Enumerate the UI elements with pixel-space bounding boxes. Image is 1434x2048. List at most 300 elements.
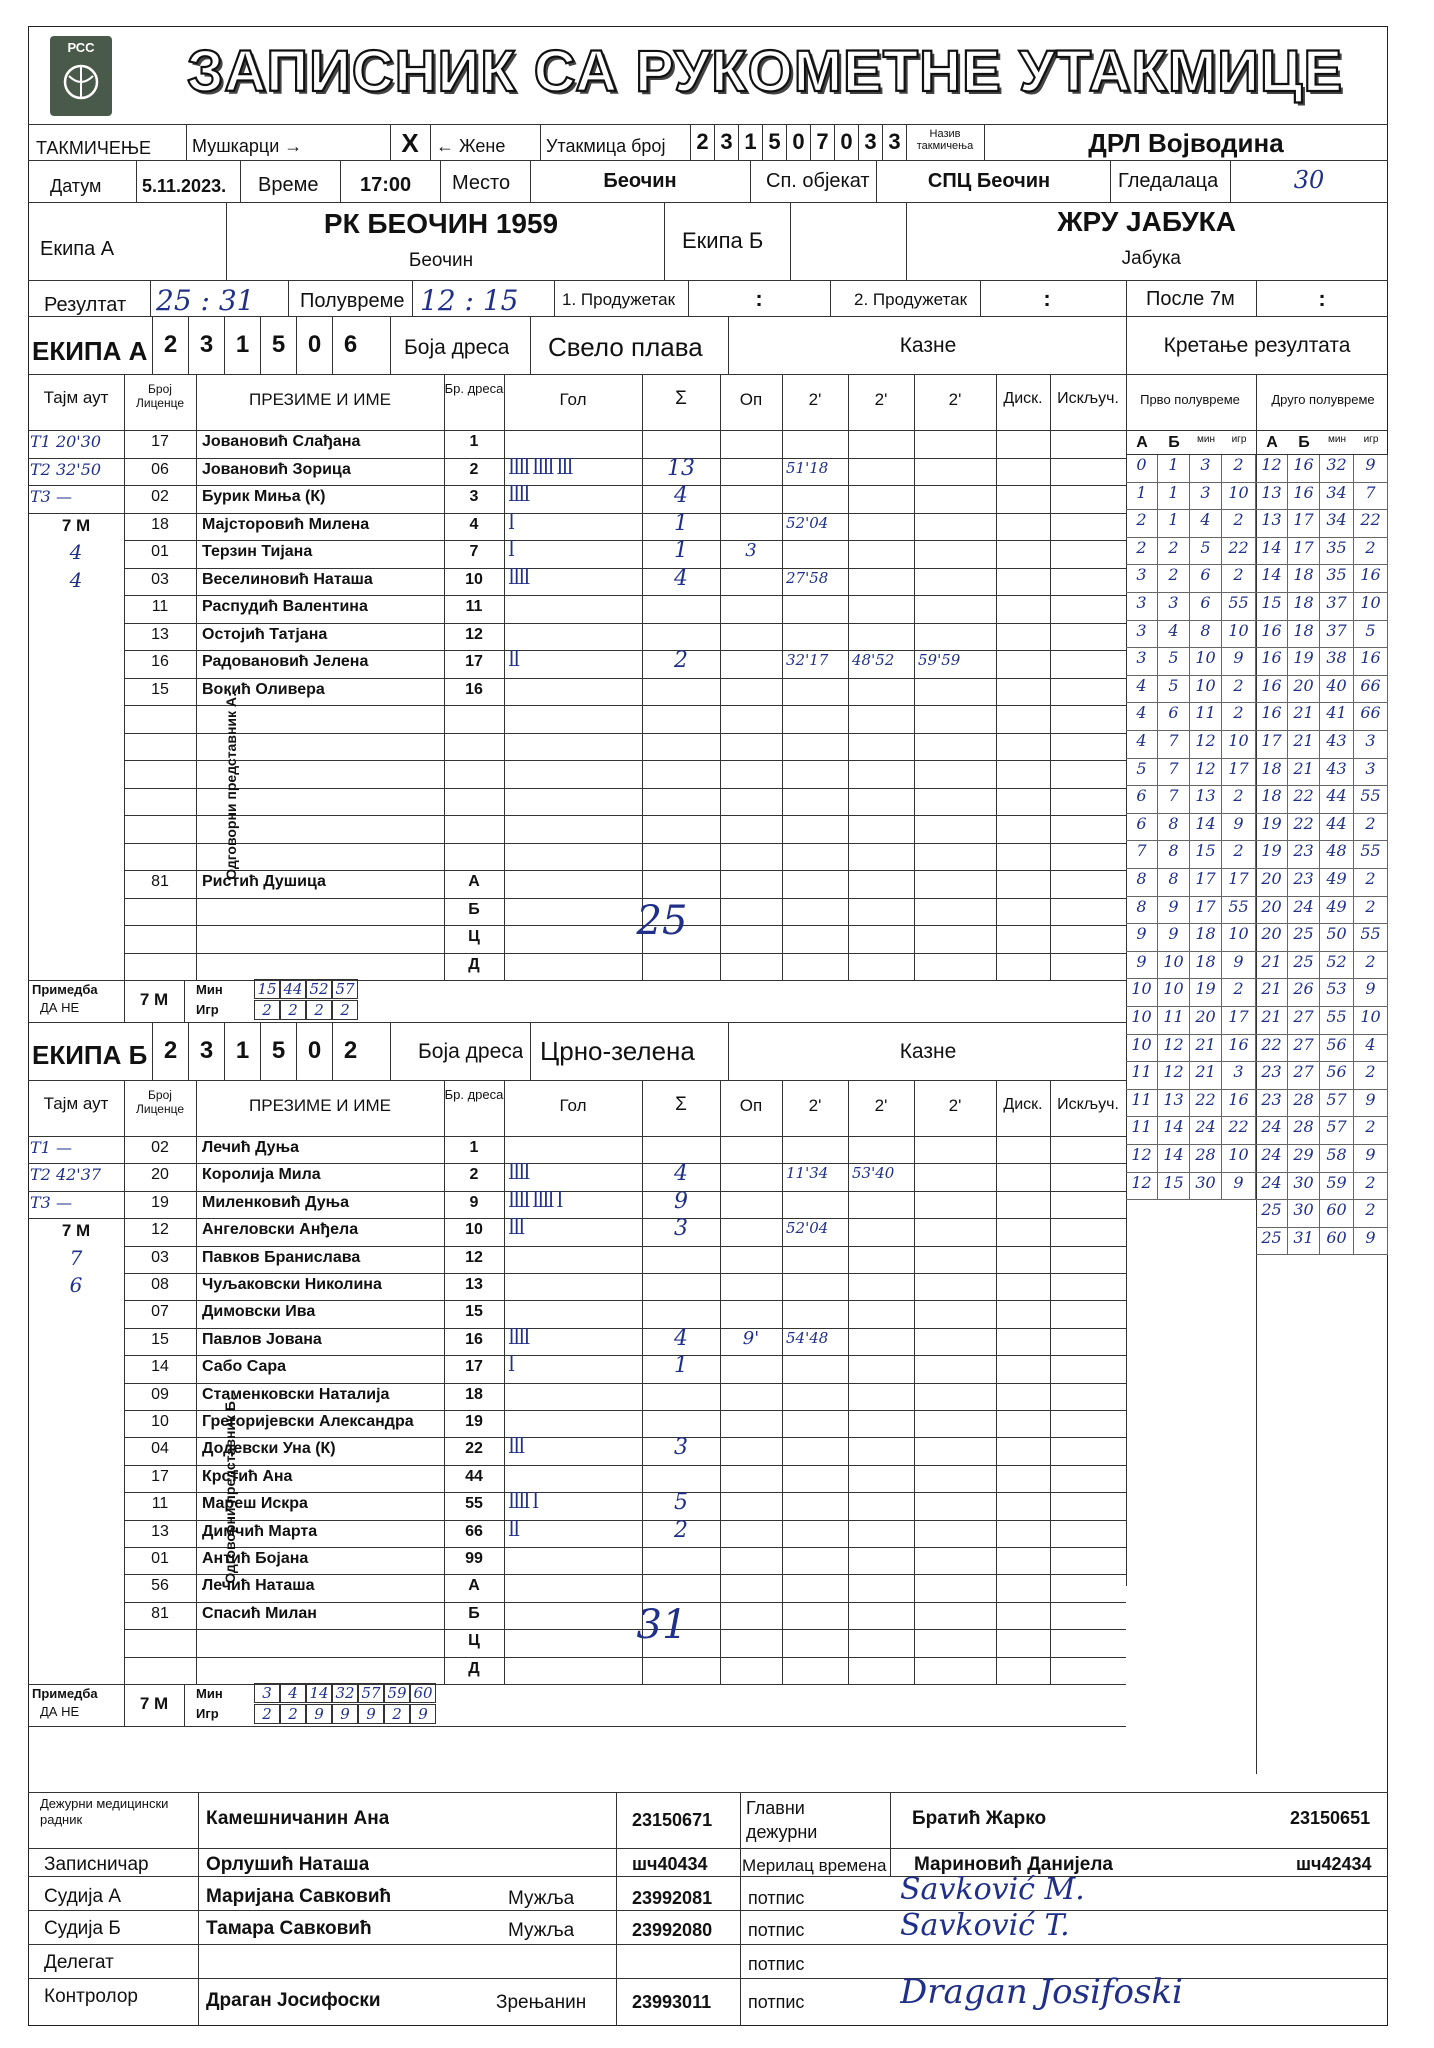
progress-cell: 10 (1354, 1007, 1388, 1035)
penalty-time: 53'40 (852, 1164, 895, 1183)
progress-cell: 52 (1320, 952, 1354, 980)
team-b-city: Јабука (1121, 248, 1181, 269)
goal-tally: ꟾꟾꟾꟾ (508, 1327, 529, 1349)
goal-tally: ꟾ (508, 540, 514, 561)
controller-license: 23993011 (632, 1992, 712, 2012)
controller-signature: Dragan Josifoski (900, 1972, 1183, 2012)
chief-name: Братић Жарко (912, 1808, 1047, 1829)
progress-cell: 13 (1158, 1090, 1190, 1118)
player-name: Додевски Уна (К) (202, 1440, 336, 1458)
progress-cell: 9 (1222, 814, 1256, 842)
team-code-digit: 5 (260, 316, 296, 374)
half-value: 12 : 15 (420, 284, 519, 317)
medic-label: Дежурни медицински радник (40, 1796, 169, 1827)
progress-cell: 12 (1126, 1145, 1158, 1173)
sevenm-player: 2 (254, 1000, 280, 1020)
match-digit: 0 (786, 124, 810, 160)
h-rule (124, 1300, 1126, 1301)
team-a-jersey: Свело плава (548, 332, 703, 362)
sevenm-player: 9 (306, 1704, 332, 1724)
progress-cell: 9 (1222, 952, 1256, 980)
progress-cell: 29 (1288, 1145, 1320, 1173)
progress-cell: 5 (1354, 621, 1388, 649)
progress-cell: 37 (1320, 621, 1354, 649)
progress-cell: 4 (1354, 1035, 1388, 1063)
team-code-digit: 2 (152, 316, 188, 374)
timeout-header: Тајм аут (43, 1094, 109, 1113)
controller-sign-label: потпис (748, 1992, 805, 2012)
progress-cell: 48 (1320, 841, 1354, 869)
progress-cell: 21 (1190, 1062, 1222, 1090)
progress-cell: 10 (1126, 979, 1158, 1007)
competition-mark: X (401, 128, 419, 158)
progress-cell: 3 (1190, 483, 1222, 511)
progress-cell: 15 (1256, 593, 1288, 621)
player-license: 02 (151, 488, 169, 505)
official-name: Лечић Наташа (202, 1577, 315, 1595)
team-code-digit: 6 (332, 316, 368, 374)
date-label: Датум (50, 176, 102, 196)
progress-cell: 17 (1190, 869, 1222, 897)
progress-cell: 21 (1288, 759, 1320, 787)
note-sevenm-label: 7 М (139, 990, 169, 1009)
two-min-header: 2' (874, 1096, 888, 1115)
progress-cell: 8 (1158, 814, 1190, 842)
medic-license: 23150671 (632, 1810, 713, 1830)
goal-sum: 4 (674, 1325, 688, 1351)
progress-cell: 16 (1256, 648, 1288, 676)
goal-tally: ꟾꟾ (508, 1519, 519, 1541)
igr-label: Игр (196, 1002, 219, 1017)
match-digit: 3 (858, 124, 882, 160)
goal-sum: 9 (674, 1188, 688, 1214)
timeout-entry: Т2 42'37 (30, 1165, 102, 1185)
warning: 9' (742, 1327, 760, 1349)
team-a-jersey-label: Боја дреса (404, 336, 510, 359)
h-rule (124, 760, 1126, 761)
progress-cell: 23 (1288, 841, 1320, 869)
progress-cell: 37 (1320, 593, 1354, 621)
sevenm-mark: 4 (69, 567, 83, 592)
progress-cell: 2 (1158, 565, 1190, 593)
progress-cell: 9 (1354, 455, 1388, 483)
team-total: 25 (636, 897, 688, 944)
controller-city: Зрењанин (496, 1992, 587, 2013)
progress-cell: 2 (1354, 869, 1388, 897)
progress-col-header: мин (1197, 434, 1215, 445)
progress-cell: 22 (1288, 814, 1320, 842)
progress-col-header: Б (1168, 434, 1180, 451)
goal-sum: 4 (674, 565, 688, 591)
progress-cell: 4 (1126, 676, 1158, 704)
progress-cell: 53 (1320, 979, 1354, 1007)
goal-sum: 1 (674, 1353, 688, 1379)
player-jersey-no: 44 (465, 1467, 483, 1485)
progress-cell: 4 (1158, 621, 1190, 649)
progress-cell: 16 (1222, 1090, 1256, 1118)
h-rule (28, 1080, 1126, 1081)
progress-cell: 16 (1256, 676, 1288, 704)
progress-cell: 21 (1190, 1035, 1222, 1063)
chief-label: Главни дежурни (746, 1798, 818, 1842)
progress-cell: 9 (1354, 1090, 1388, 1118)
progress-cell: 11 (1126, 1062, 1158, 1090)
chief-license: 23150651 (1290, 1808, 1371, 1828)
progress-cell: 23 (1256, 1062, 1288, 1090)
player-license: 02 (151, 1139, 169, 1156)
progress-cell: 17 (1288, 538, 1320, 566)
progress-cell: 10 (1190, 648, 1222, 676)
progress-cell: 18 (1288, 565, 1320, 593)
h-rule (124, 1465, 1126, 1466)
progress-cell: 7 (1126, 841, 1158, 869)
progress-cell: 1 (1158, 510, 1190, 538)
progress-cell: 20 (1256, 924, 1288, 952)
progress-cell: 2 (1222, 455, 1256, 483)
match-digit: 7 (810, 124, 834, 160)
progress-cell: 6 (1126, 786, 1158, 814)
progress-cell: 12 (1190, 759, 1222, 787)
player-name: Остојић Татјана (202, 625, 328, 643)
name-header: ПРЕЗИМЕ И ИМЕ (249, 1096, 391, 1115)
progress-cell: 5 (1190, 538, 1222, 566)
progress-cell: 24 (1256, 1145, 1288, 1173)
team-b-penalties-label: Казне (899, 1040, 957, 1063)
progress-cell: 9 (1126, 952, 1158, 980)
delegate-label: Делегат (44, 1952, 114, 1973)
time-label: Време (258, 174, 319, 196)
min-label: Мин (196, 982, 223, 997)
ref-b-name: Тамара Савковић (206, 1918, 372, 1939)
progress-cell: 8 (1126, 869, 1158, 897)
progress-cell: 16 (1256, 703, 1288, 731)
venue-label: Сп. објекат (766, 170, 870, 192)
spectators-label: Гледалаца (1118, 170, 1219, 192)
two-min-header: 2' (808, 1096, 822, 1115)
player-name: Радовановић Јелена (202, 653, 369, 670)
progress-col-header: А (1136, 434, 1148, 451)
h-rule (28, 1218, 124, 1219)
progress-cell: 23 (1256, 1090, 1288, 1118)
ref-a-signature: Savković M. (900, 1872, 1085, 1907)
sevenm-minute: 57 (358, 1683, 384, 1703)
place-label: Место (452, 172, 511, 194)
player-license: 17 (151, 1467, 169, 1485)
progress-cell: 2 (1354, 1200, 1388, 1228)
match-digit: 2 (690, 124, 714, 160)
progress-cell: 6 (1190, 593, 1222, 621)
player-name: Ангеловски Анђела (202, 1221, 359, 1239)
progress-cell: 16 (1354, 648, 1388, 676)
goal-sum: 13 (667, 455, 695, 481)
progress-cell: 22 (1222, 538, 1256, 566)
ot1-value: : (755, 286, 763, 311)
progress-cell: 1 (1158, 455, 1190, 483)
progress-col-header: игр (1231, 434, 1247, 445)
progress-cell: 21 (1288, 703, 1320, 731)
progress-cell: 0 (1126, 455, 1158, 483)
women-label: ← Жене (436, 136, 506, 156)
progress-cell: 18 (1256, 786, 1288, 814)
team-a-code (152, 316, 382, 374)
disq-header: Диск. (1003, 390, 1043, 407)
goal-sum: 3 (674, 1435, 688, 1461)
progress-cell: 9 (1158, 924, 1190, 952)
progress-cell: 5 (1158, 676, 1190, 704)
h-rule (124, 1657, 1126, 1658)
progress-cell: 23 (1288, 869, 1320, 897)
match-number (690, 124, 906, 160)
goal-tally: ꟾꟾ (508, 650, 519, 671)
progress-cell: 55 (1222, 897, 1256, 925)
progress-cell: 19 (1190, 979, 1222, 1007)
team-code-digit: 3 (188, 1022, 224, 1080)
progress-cell: 41 (1320, 703, 1354, 731)
progress-cell: 13 (1256, 483, 1288, 511)
ot1-label: 1. Продужетак (562, 290, 676, 309)
progress-cell: 32 (1320, 455, 1354, 483)
h-rule (124, 815, 1126, 816)
progress-cell: 2 (1354, 952, 1388, 980)
progress-cell: 16 (1354, 565, 1388, 593)
h-rule (124, 705, 1126, 706)
v-rule (184, 1684, 185, 1726)
progress-cell: 34 (1320, 510, 1354, 538)
team-a-city: Беочин (408, 250, 474, 271)
sevenm-player: 2 (306, 1000, 332, 1020)
progress-cell: 10 (1354, 593, 1388, 621)
official-letter: Д (468, 1659, 480, 1677)
h-rule (28, 1684, 1126, 1685)
yes-no: ДА НЕ (40, 1000, 80, 1015)
progress-cell: 55 (1354, 786, 1388, 814)
sevenm-minute: 52 (306, 979, 332, 999)
progress-cell: 3 (1126, 648, 1158, 676)
progress-cell: 7 (1354, 483, 1388, 511)
note-label: Примедба (32, 1686, 98, 1701)
official-license: 81 (151, 1604, 169, 1622)
goal-sum: 4 (674, 1161, 688, 1187)
player-license: 19 (151, 1193, 169, 1211)
penalty-time: 52'04 (786, 1219, 829, 1238)
progress-cell: 4 (1126, 703, 1158, 731)
penalty-time: 32'17 (786, 651, 829, 669)
player-license: 15 (151, 1330, 169, 1348)
player-jersey-no: 1 (469, 433, 479, 450)
sevenm-minute: 44 (280, 979, 306, 999)
progress-col-header: игр (1363, 434, 1379, 445)
igr-label: Игр (196, 1706, 219, 1721)
player-license: 03 (151, 1248, 169, 1266)
h-rule (124, 843, 1126, 844)
penalty-time: 51'18 (786, 458, 829, 477)
progress-cell: 19 (1288, 648, 1320, 676)
progress-cell: 9 (1354, 1145, 1388, 1173)
result-label: Резултат (44, 294, 127, 316)
progress-cell: 59 (1320, 1173, 1354, 1201)
sevenm-player: 9 (410, 1704, 436, 1724)
goal-tally: ꟾꟾꟾꟾ ꟾꟾꟾꟾ ꟾ (508, 1190, 562, 1212)
license-header: Број Лиценце (135, 1088, 185, 1116)
player-name: Вокић Оливера (202, 680, 325, 698)
official-letter: А (468, 873, 480, 890)
progress-cell: 38 (1320, 648, 1354, 676)
ref-b-sign-label: потпис (748, 1920, 805, 1940)
player-jersey-no: 9 (469, 1193, 479, 1211)
team-code-digit: 1 (224, 316, 260, 374)
sevenm-player: 2 (280, 1704, 306, 1724)
sevenm-mark: 4 (69, 540, 83, 564)
progress-cell: 9 (1354, 979, 1388, 1007)
progress-cell: 10 (1222, 483, 1256, 511)
official-letter: А (468, 1577, 480, 1595)
player-name: Павлов Јована (202, 1330, 322, 1348)
team-b-jersey-label: Боја дреса (418, 1040, 524, 1063)
men-label: Мушкарци → (192, 136, 303, 156)
progress-cell: 19 (1256, 814, 1288, 842)
progress-cell: 18 (1288, 593, 1320, 621)
result-value: 25 : 31 (156, 284, 255, 317)
player-name: Антић Бојана (202, 1550, 309, 1567)
progress-cell: 10 (1222, 924, 1256, 952)
timer-license: шч42434 (1296, 1854, 1372, 1874)
player-name: Королија Мила (202, 1166, 321, 1184)
goal-tally: ꟾꟾꟾꟾ ꟾꟾꟾꟾ ꟾꟾꟾ (508, 457, 572, 479)
progress-cell: 66 (1354, 703, 1388, 731)
h-rule (28, 1136, 1126, 1137)
player-license: 14 (151, 1358, 169, 1376)
progress-cell: 2 (1222, 565, 1256, 593)
player-jersey-no: 10 (465, 1221, 483, 1239)
progress-cell: 2 (1354, 538, 1388, 566)
match-digit: 3 (882, 124, 906, 160)
scorer-name: Орлушић Наташа (206, 1854, 370, 1875)
player-license: 07 (151, 1303, 169, 1321)
penalty-time: 59'59 (918, 651, 961, 669)
progress-cell: 6 (1158, 703, 1190, 731)
timeout-header: Тајм аут (43, 388, 109, 407)
progress-cell: 6 (1190, 565, 1222, 593)
penalty-time: 11'34 (786, 1164, 829, 1183)
progress-cell: 35 (1320, 565, 1354, 593)
progress-cell: 5 (1126, 759, 1158, 787)
progress-cell: 17 (1222, 1007, 1256, 1035)
progress-cell: 57 (1320, 1117, 1354, 1145)
two-min-header: 2' (948, 390, 962, 409)
player-name: Распудић Валентина (202, 598, 368, 615)
progress-cell: 3 (1126, 621, 1158, 649)
player-name: Мареш Искра (202, 1495, 308, 1513)
progress-cell: 7 (1158, 786, 1190, 814)
player-name: Димовски Ива (202, 1303, 316, 1321)
progress-cell: 15 (1158, 1173, 1190, 1201)
player-jersey-no: 12 (465, 625, 483, 643)
sevenm-player: 2 (384, 1704, 410, 1724)
progress-cell: 3 (1126, 593, 1158, 621)
representative-label: Одговорни представник А: (222, 691, 239, 880)
progress-cell: 66 (1354, 676, 1388, 704)
progress-cell: 2 (1354, 1062, 1388, 1090)
player-license: 17 (151, 433, 169, 450)
h-rule (28, 1191, 124, 1192)
h-rule (124, 623, 1126, 624)
player-name: Крстић Ана (202, 1467, 293, 1485)
progress-cell: 60 (1320, 1228, 1354, 1256)
controller-label: Контролор (44, 1986, 138, 2007)
progress-cell: 22 (1288, 786, 1320, 814)
progress-cell: 44 (1320, 814, 1354, 842)
player-name: Мајсторовић Милена (202, 515, 370, 533)
sevenm-minute: 57 (332, 979, 358, 999)
ref-b-label: Судија Б (44, 1918, 121, 1939)
sevenm-minute: 60 (410, 1683, 436, 1703)
h-rule (124, 733, 1126, 734)
team-code-digit: 2 (332, 1022, 368, 1080)
scorer-license: шч40434 (632, 1854, 708, 1874)
progress-cell: 20 (1288, 676, 1320, 704)
goal-tally: ꟾꟾꟾ (508, 1218, 524, 1240)
progress-cell: 9 (1158, 897, 1190, 925)
progress-cell: 2 (1222, 510, 1256, 538)
progress-cell: 10 (1222, 621, 1256, 649)
progress-cell: 11 (1190, 703, 1222, 731)
progress-cell: 14 (1190, 814, 1222, 842)
ot2-value: : (1043, 286, 1051, 311)
progress-cell: 14 (1158, 1117, 1190, 1145)
competition-name: ДРЛ Војводина (1088, 128, 1284, 158)
form-title: ЗАПИСНИК СА РУКОМЕТНЕ УТАКМИЦЕ (186, 39, 1344, 104)
progress-cell: 22 (1222, 1117, 1256, 1145)
sum-header: Σ (675, 388, 687, 409)
after7m-label: После 7м (1146, 288, 1235, 310)
player-name: Лечић Дуња (202, 1139, 299, 1156)
logo-text: РСС (67, 40, 95, 55)
team-code-digit: 0 (296, 1022, 332, 1080)
player-name: Јовановић Зорица (202, 460, 351, 478)
progress-cell: 8 (1190, 621, 1222, 649)
progress-cell: 27 (1288, 1062, 1320, 1090)
ref-a-label: Судија А (44, 1886, 122, 1907)
progress-cell: 8 (1158, 869, 1190, 897)
progress-cell: 26 (1288, 979, 1320, 1007)
two-min-header: 2' (948, 1096, 962, 1115)
progress-cell: 10 (1222, 1145, 1256, 1173)
progress-cell: 60 (1320, 1200, 1354, 1228)
progress-cell: 16 (1288, 455, 1320, 483)
match-digit: 0 (834, 124, 858, 160)
progress-cell: 9 (1222, 1173, 1256, 1201)
progress-col-header: А (1266, 434, 1278, 451)
progress-cell: 20 (1190, 1007, 1222, 1035)
progress-cell: 14 (1256, 538, 1288, 566)
time-value: 17:00 (360, 174, 412, 196)
player-jersey-no: 12 (465, 1248, 483, 1266)
progress-cell: 9 (1126, 924, 1158, 952)
official-letter: Б (468, 900, 480, 918)
goal-sum: 5 (674, 1490, 688, 1516)
progress-cell: 18 (1256, 759, 1288, 787)
official-letter: Б (468, 1604, 480, 1622)
player-license: 06 (151, 460, 169, 478)
player-license: 01 (151, 1550, 169, 1567)
min-label: Мин (196, 1686, 223, 1701)
progress-cell: 20 (1256, 869, 1288, 897)
sevenm-player: 2 (332, 1000, 358, 1020)
timeout-entry: Т1 — (30, 1138, 72, 1157)
v-rule (184, 980, 185, 1022)
sum-header: Σ (675, 1094, 687, 1115)
goal-sum: 1 (674, 538, 688, 563)
